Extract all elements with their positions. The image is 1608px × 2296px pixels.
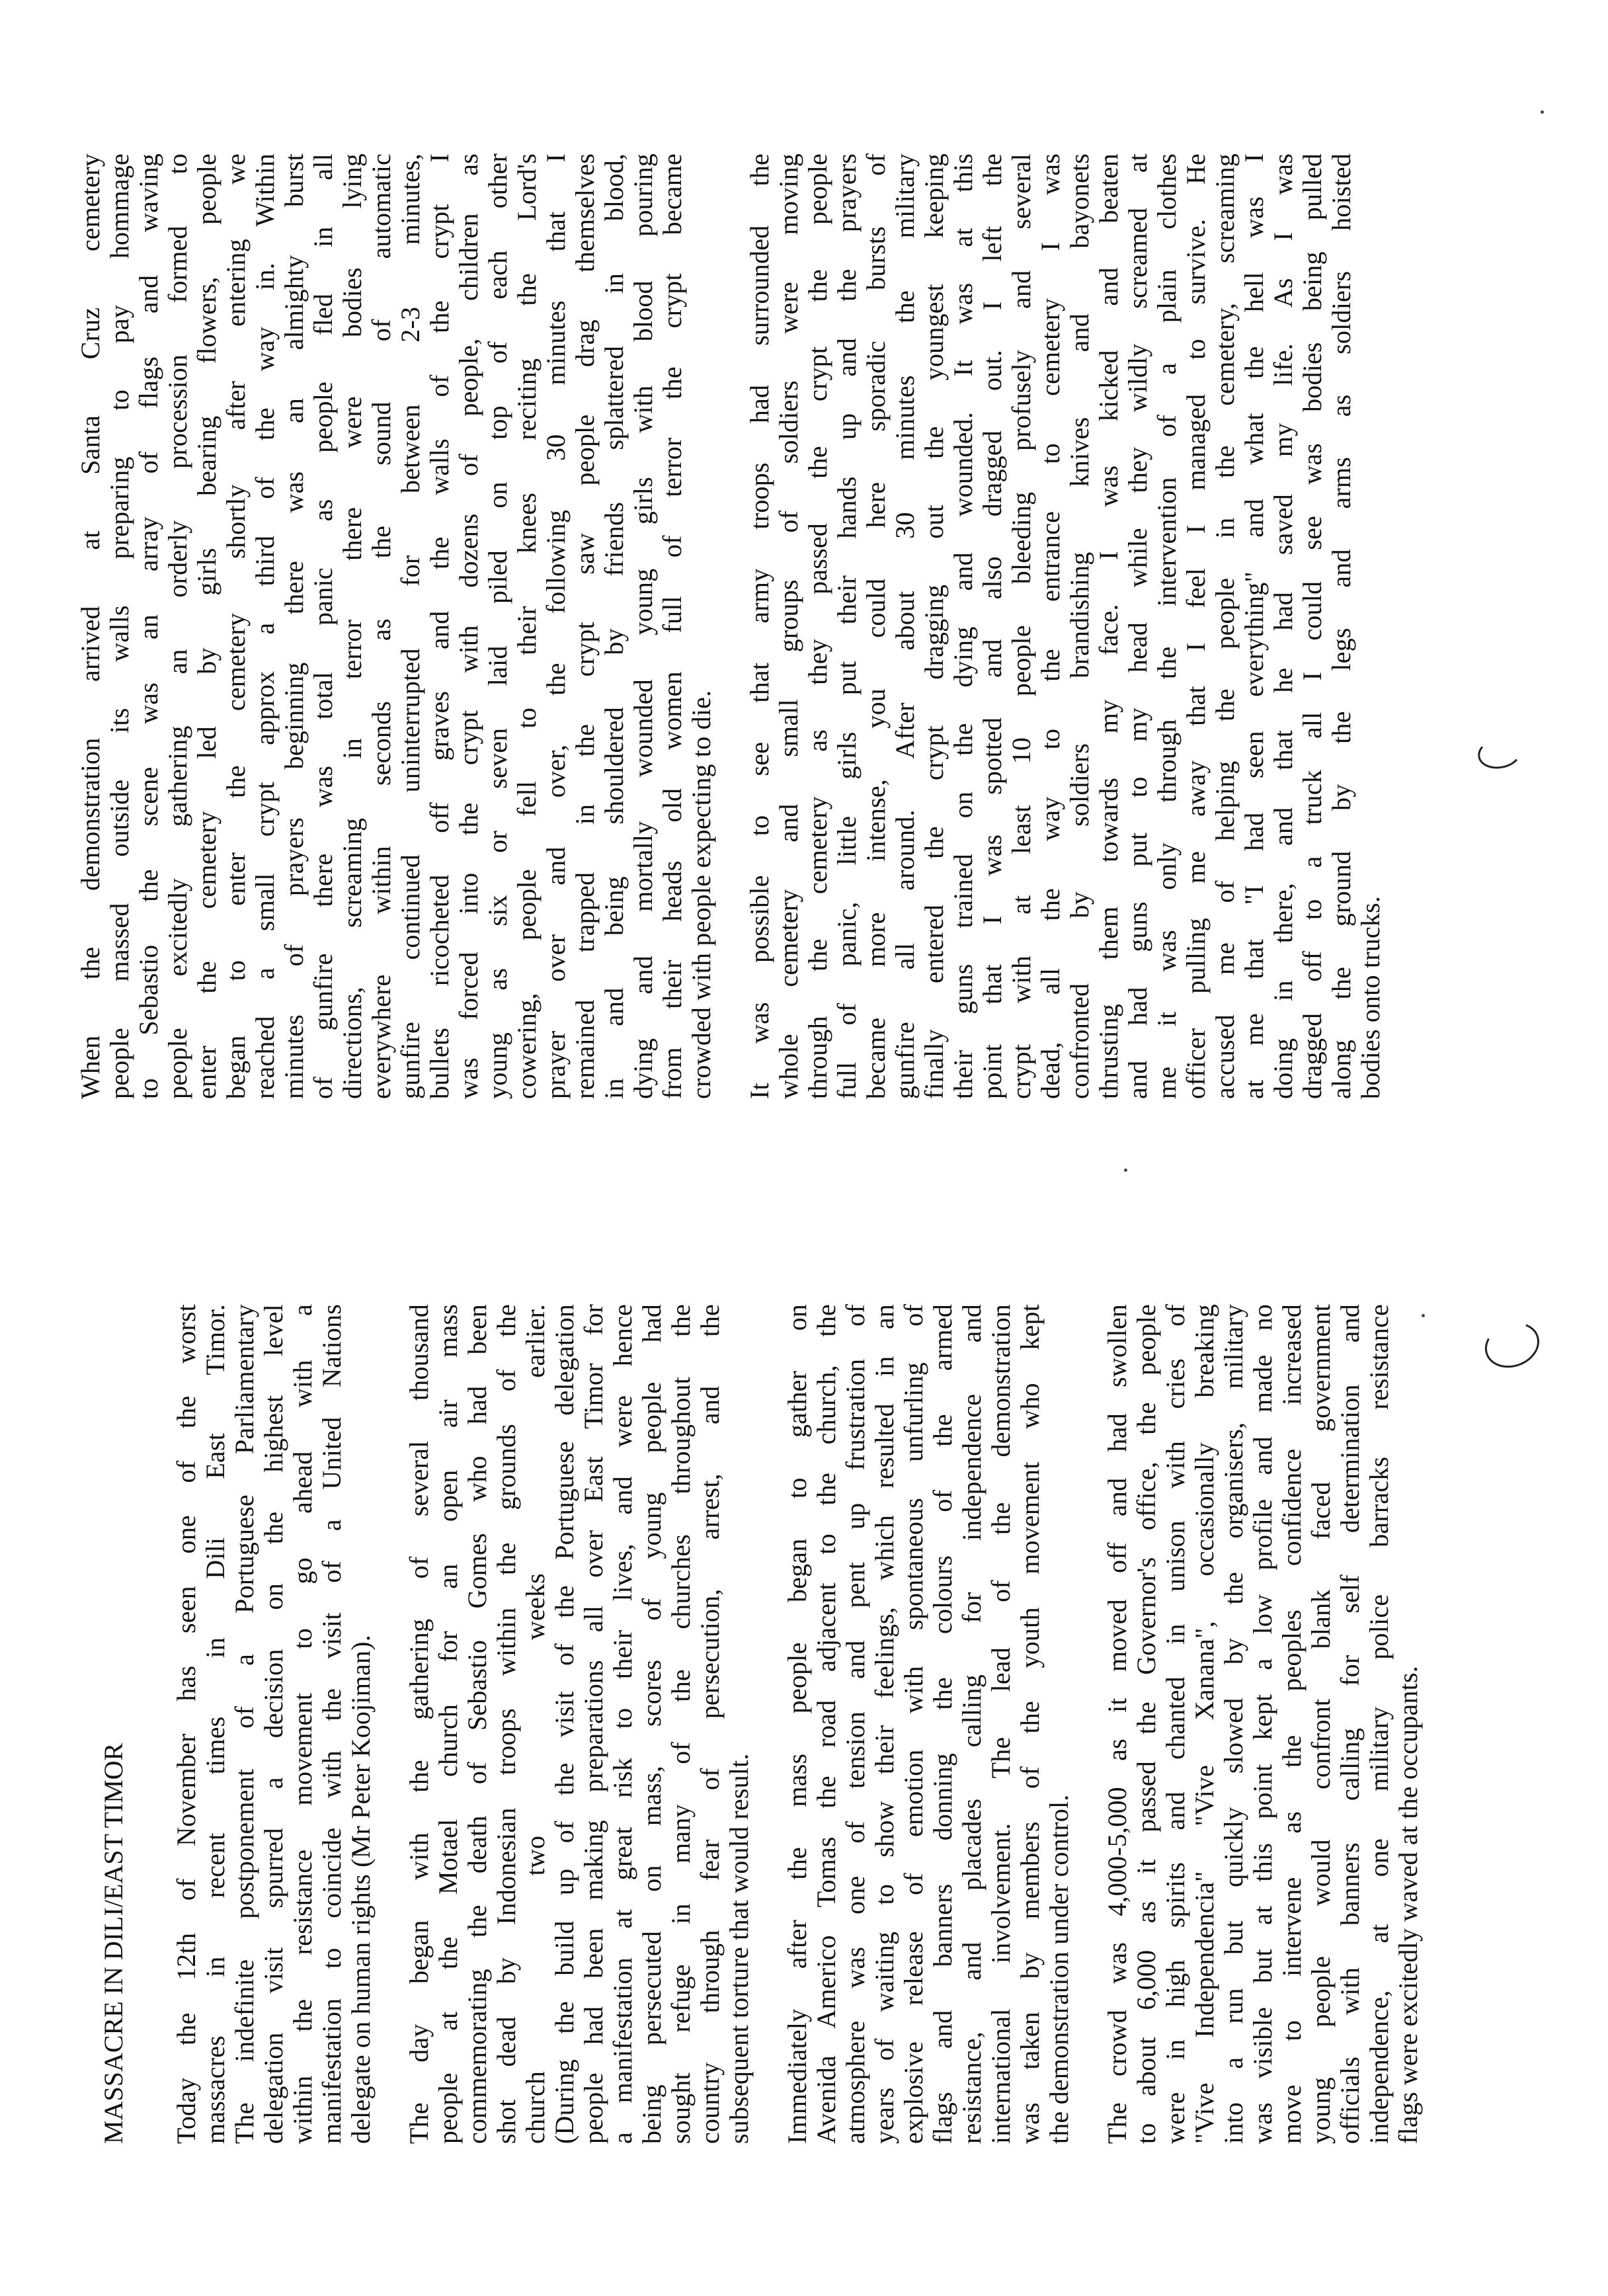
text-line: into a run but quickly slowed by the organisers, military: [1219, 1304, 1248, 2144]
text-line: enter the cemetery led by girls bearing flowers, people: [192, 153, 221, 1099]
text-line: It was possible to see that army troops had surrounded the: [744, 153, 774, 1099]
text-line: gunfire continued uninterrupted for between 2-3 minutes,: [395, 153, 425, 1099]
text-line: The crowd was 4,000-5,000 as it moved off and had swollen: [1102, 1304, 1132, 2144]
text-line: remained trapped in the crypt saw people drag themselves: [570, 153, 600, 1099]
text-line: within the resistance movement to go ahead with a: [288, 1304, 317, 2144]
text-line: minutes of prayers beginning there was an almighty burst: [279, 153, 309, 1099]
text-line: people at the Motael church for an open air mass: [433, 1304, 463, 2144]
text-line: of gunfire there was total panic as people fled in all: [308, 153, 338, 1099]
text-line: years of waiting to show their feelings, which resulted in an: [869, 1304, 899, 2144]
text-line: and had guns put to my head while they wildly screamed at: [1123, 153, 1152, 1099]
text-line: resistance, and placades calling for independence and: [957, 1304, 986, 2144]
text-line: young people would confront blank faced government: [1306, 1304, 1336, 2144]
text-line: delegate on human rights (Mr Peter Koojiman).: [346, 1635, 376, 2144]
text-line: prayer over and over, the following 30 minutes that I: [541, 153, 571, 1099]
text-line: a manifestation at great risk to their lives, and were hence: [608, 1304, 637, 2144]
text-line: everywhere within seconds as the sound of automatic: [366, 153, 396, 1099]
text-line: bullets ricocheted off graves and the walls of the crypt I: [424, 153, 454, 1099]
right-paragraph: [76, 153, 716, 1099]
text-line: international involvement. The lead of the demonstration: [986, 1304, 1016, 2144]
text-line: to about 6,000 as it passed the Governor's office, the people: [1131, 1304, 1161, 2144]
text-line: young as six or seven laid piled on top of each other: [483, 153, 512, 1099]
text-line: whole cemetery and small groups of soldiers were moving: [774, 153, 803, 1099]
text-line: bodies onto trucks.: [1355, 895, 1385, 1099]
text-line: point that I was spotted and also dragged out. I left the: [977, 153, 1007, 1099]
text-line: directions, screaming in terror there were bodies lying: [337, 153, 367, 1099]
scan-speck: [1541, 110, 1544, 114]
text-line: dying and mortally wounded young girls with blood pouring: [628, 153, 658, 1099]
text-line: commemorating the death of Sebastio Gomes who had been: [462, 1304, 492, 2144]
text-line: was taken by members of the youth movement who kept: [1015, 1304, 1045, 2144]
text-line: flags and banners donning the colours of the armed: [928, 1304, 957, 2144]
text-line: crypt with at least 10 people bleeding profusely and several: [1006, 153, 1036, 1099]
pen-mark-left: [1478, 1315, 1546, 1375]
text-line: doing in there, and that he had saved my life. As I was: [1268, 153, 1298, 1099]
right-column-paragraphs: [76, 153, 1385, 1099]
text-line: The day began with the gathering of several thousand: [404, 1304, 434, 2144]
text-line: people massed outside its walls preparing to pay hommage: [104, 153, 134, 1099]
text-line: finally entered the crypt dragging out the youngest keeping: [919, 153, 949, 1099]
left-paragraph: [405, 1304, 754, 2144]
text-line: was visible but at this point kept a low profile and made no: [1248, 1304, 1277, 2144]
text-line: flags were excitedly waved at the occupants.: [1393, 1666, 1423, 2144]
left-paragraph: [172, 1304, 376, 2144]
text-line: move to intervene as the peoples confidence increased: [1277, 1304, 1306, 2144]
text-line: cowering, people fell to their knees reciting the Lord's: [512, 153, 542, 1099]
text-line: explosive release of emotion with spontaneous unfurling of: [899, 1304, 928, 2144]
text-line: church two weeks earlier.: [520, 1304, 550, 2144]
left-paragraph: [783, 1304, 1074, 2144]
text-line: subsequent torture that would result.: [724, 1753, 754, 2144]
text-line: massacres in recent times in Dili East Timor.: [200, 1304, 230, 2144]
text-line: sought refuge in many of the churches throughout the: [666, 1304, 696, 2144]
document-title: MASSACRE IN DILI/EAST TIMOR: [99, 1742, 128, 2144]
text-line: "Vive Independencia" "Vive Xanana", occasionally breaking: [1189, 1304, 1219, 2144]
right-paragraph: [745, 153, 1385, 1099]
left-column: [99, 1304, 1452, 2144]
text-line: Today the 12th of November has seen one of the worst: [171, 1304, 201, 2144]
text-line: people had been making preparations all over East Timor for: [579, 1304, 608, 2144]
text-line: people excitedly gathering an orderly procession formed to: [163, 153, 192, 1099]
text-line: was forced into the crypt with dozens of people, children as: [454, 153, 483, 1099]
text-line: their guns trained on the dying and wounded. It was at this: [948, 153, 978, 1099]
text-line: gunfire all around. After about 30 minutes the military: [890, 153, 920, 1099]
text-line: full of panic, little girls put their hands up and the prayers: [832, 153, 862, 1099]
text-line: began to enter the cemetery shortly after entering we: [221, 153, 251, 1099]
text-line: from their heads old women full of terror the crypt became: [657, 153, 687, 1099]
text-line: (During the build up of the visit of the Portuguese delegation: [549, 1304, 579, 2144]
text-line: the demonstration under control.: [1044, 1794, 1074, 2144]
text-line: were in high spirits and chanted in unison with cries of: [1160, 1304, 1190, 2144]
right-column: [76, 153, 1414, 1099]
text-line: through the cemetery as they passed the crypt the people: [803, 153, 832, 1099]
text-line: being persecuted on mass, scores of young people had: [637, 1304, 666, 2144]
pen-mark-right: [1476, 735, 1524, 772]
text-line: Avenida Americo Tomas the road adjacent to the church, the: [811, 1304, 841, 2144]
text-line: officer pulling me away that I feel I managed to survive. He: [1181, 153, 1211, 1099]
text-line: shot dead by Indonesian troops within the grounds of the: [491, 1304, 521, 2144]
scan-speck: [1422, 1314, 1425, 1317]
text-line: reached a small crypt approx a third of the way in. Within: [250, 153, 280, 1099]
text-line: me it was only through the intervention of a plain clothes: [1152, 153, 1182, 1099]
text-line: thrusting them towards my face. I was kicked and beaten: [1094, 153, 1123, 1099]
scan-speck: [1124, 1168, 1127, 1172]
text-line: When the demonstration arrived at Santa Cruz cemetery: [75, 153, 105, 1099]
text-line: dead, all the way to the entrance to cemetery I was: [1035, 153, 1065, 1099]
text-line: accused me of helping the people in the cemetery, screaming: [1210, 153, 1240, 1099]
text-line: to Sebastio the scene was an array of flags and waving: [134, 153, 163, 1099]
text-line: manifestation to coincide with the visit of a United Nations: [317, 1304, 346, 2144]
text-line: officials with banners calling for self determination and: [1335, 1304, 1365, 2144]
text-line: became more intense, you could here sporadic bursts of: [861, 153, 891, 1099]
left-column-paragraphs: [172, 1304, 1423, 2144]
text-line: along the ground by the legs and arms as soldiers hoisted: [1326, 153, 1356, 1099]
text-line: The indefinite postponement of a Portuguese Parliamentary: [229, 1304, 259, 2144]
text-line: crowded with people expecting to die.: [686, 690, 716, 1099]
text-line: country through fear of persecution, arrest, and the: [695, 1304, 725, 2144]
text-line: confronted by soldiers brandishing knives and bayonets: [1065, 153, 1094, 1099]
left-paragraph: [1103, 1304, 1423, 2144]
text-line: at me that "I had seen everything" and what the hell was I: [1239, 153, 1269, 1099]
text-line: independence, at one military police barracks resistance: [1364, 1304, 1394, 2144]
text-line: delegation visit spurred a decision on the highest level: [259, 1304, 288, 2144]
text-line: in and being shouldered by friends splattered in blood,: [599, 153, 629, 1099]
text-line: Immediately after the mass people began to gather on: [782, 1304, 812, 2144]
text-line: dragged off to a truck all I could see was bodies being pulled: [1297, 153, 1327, 1099]
text-line: atmosphere was one of tension and pent up frustration of: [840, 1304, 870, 2144]
